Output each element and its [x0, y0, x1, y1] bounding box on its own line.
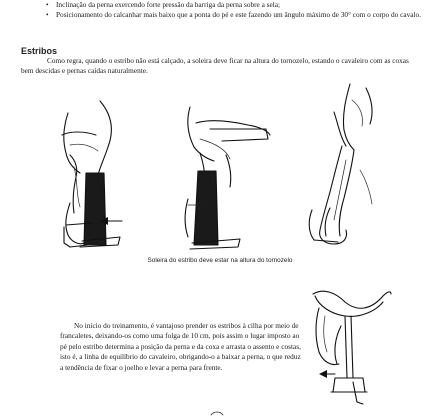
leg-stirrup-illustration-1 [40, 95, 160, 255]
leg-stirrup-illustration-2 [170, 95, 280, 255]
bullet-text-1: Inclinação da perna exercendo forte pressão da barriga da perna sobre a sela; [56, 0, 281, 9]
page-ornament [210, 410, 224, 416]
bullet-list [46, 0, 424, 20]
figure-caption: Soleira do estribo deve estar na altura do tornozelo [147, 257, 293, 264]
bullet-item [46, 10, 424, 20]
section-heading: Estribos [21, 46, 58, 56]
section-paragraph: Como regra, quando o estribo não está calçado, a soleira deve ficar na altura do tornozelo, estando o cavaleiro com as coxas bem descidas e pernas caídas naturalmente. [21, 56, 409, 76]
leg-stirrup-illustration-3 [290, 80, 400, 250]
saddle-stirrup-illustration [305, 282, 395, 407]
bullet-dot: • [46, 0, 49, 9]
training-paragraph [60, 321, 301, 373]
bullet-text-2: Posicionamento do calcanhar mais baixo que a ponta do pé e este fazendo um ângulo máximo de 30° com o corpo do cavalo. [56, 10, 422, 20]
bullet-dot: • [46, 10, 49, 20]
bullet-item [46, 0, 424, 10]
training-paragraph-text: No início do treinamento, é vantajoso prender os estribos à cilha por meio de francaletes, deixando-os como uma folga de 10 cm, pois assim o lugar imposto ao pé pelo estribo determina a posição da perna e da coxa e arrasta o assento e costas, isto é, a linha de equilíbrio do cavaleiro, obrigando-o a baixar a perna, o que reduz a tendência de fixar o joelho e levar a perna para frente. [60, 321, 301, 372]
